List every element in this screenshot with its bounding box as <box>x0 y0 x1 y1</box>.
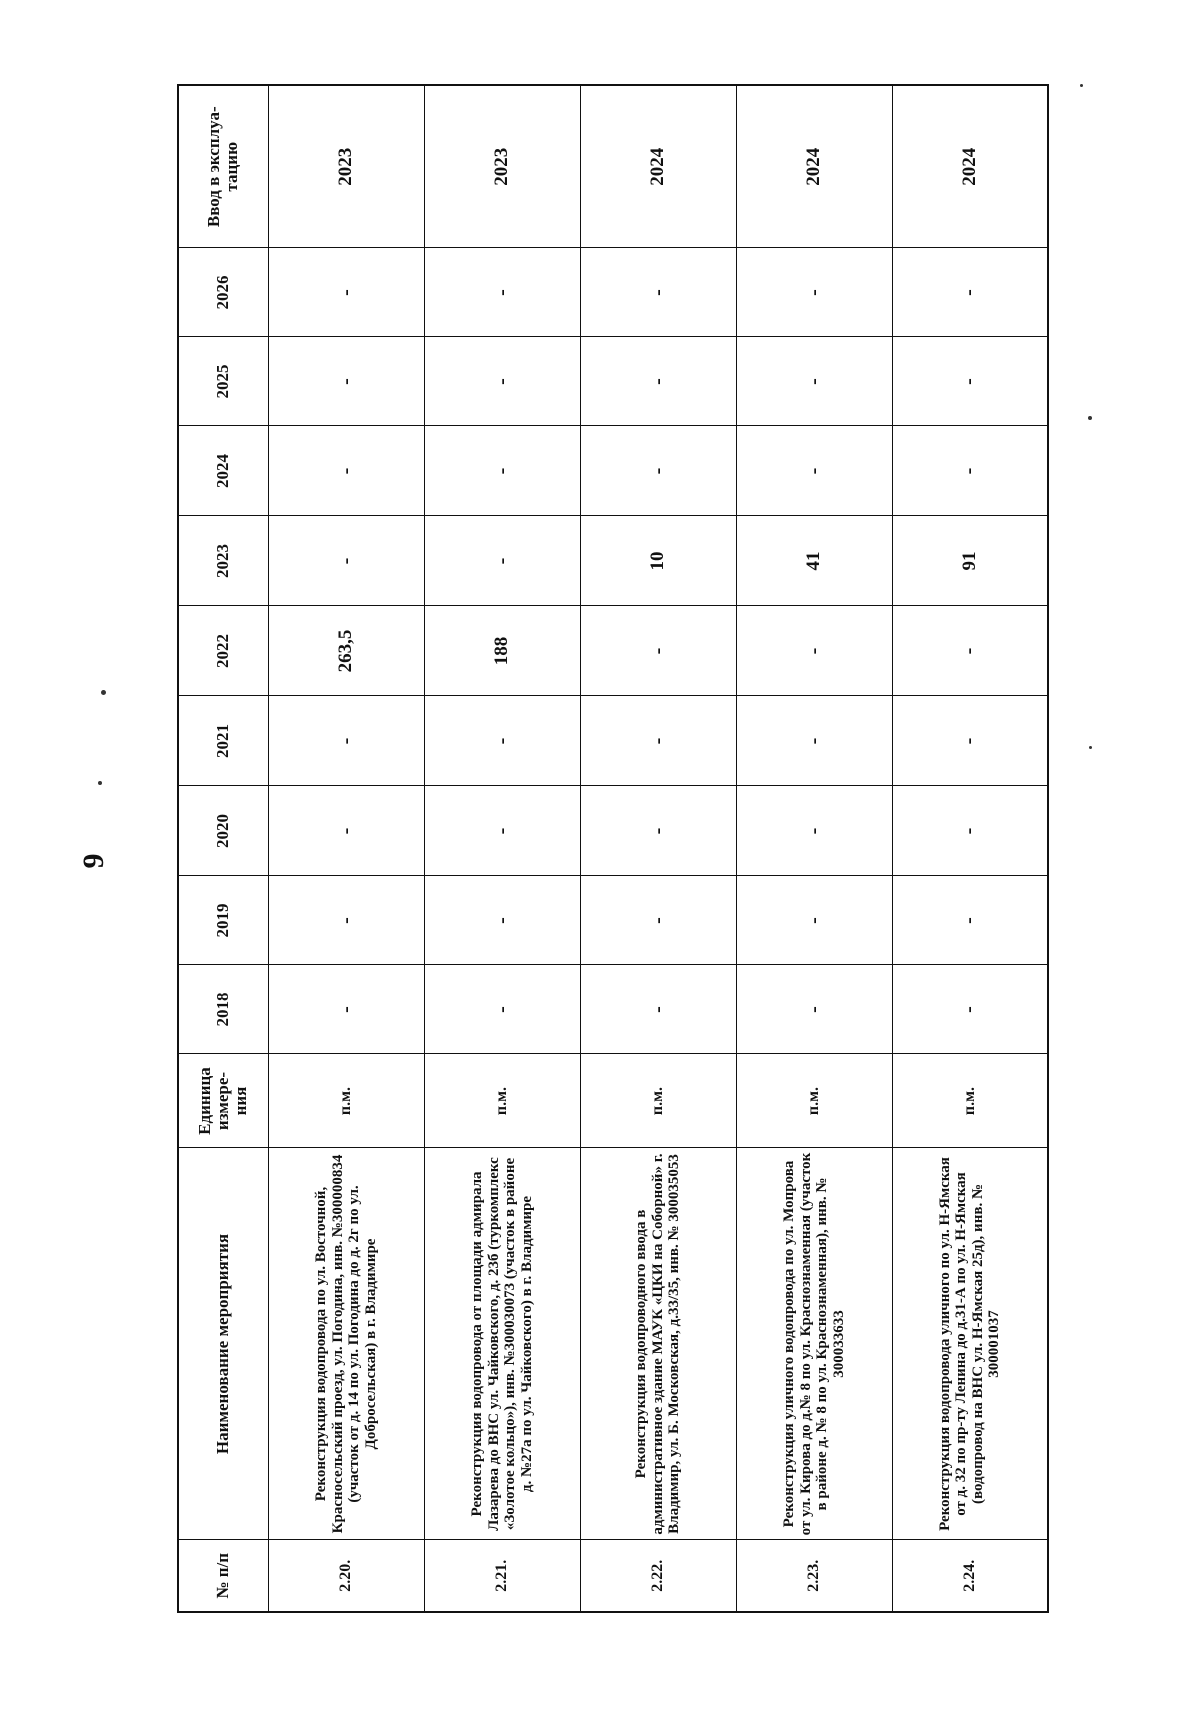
commissioning-year: 2024 <box>580 85 736 248</box>
commissioning-year: 2024 <box>892 85 1048 248</box>
header-year-2026: 2026 <box>178 248 268 337</box>
row-number: 2.24. <box>892 1540 1048 1612</box>
scan-speck <box>1088 416 1092 420</box>
page-number: 9 <box>77 853 110 869</box>
unit-cell: п.м. <box>580 1054 736 1148</box>
value-2019: - <box>580 876 736 965</box>
value-2022: 188 <box>424 606 580 696</box>
value-2021: - <box>736 696 892 786</box>
value-2024: - <box>580 426 736 516</box>
value-2018: - <box>424 965 580 1054</box>
value-2026: - <box>736 248 892 337</box>
value-2025: - <box>892 337 1048 426</box>
commissioning-year: 2023 <box>424 85 580 248</box>
value-2021: - <box>580 696 736 786</box>
value-2026: - <box>892 248 1048 337</box>
header-year-2020: 2020 <box>178 786 268 876</box>
header-row <box>178 85 268 1612</box>
value-2026: - <box>268 248 424 337</box>
value-2020: - <box>580 786 736 876</box>
value-2024: - <box>424 426 580 516</box>
value-2023: 91 <box>892 516 1048 606</box>
scan-speck <box>1089 746 1092 749</box>
rotated-table-wrapper <box>177 86 1047 1613</box>
header-num: № п/п <box>178 1540 268 1612</box>
row-number: 2.23. <box>736 1540 892 1612</box>
value-2022: - <box>580 606 736 696</box>
unit-cell: п.м. <box>268 1054 424 1148</box>
value-2021: - <box>892 696 1048 786</box>
header-unit: Единица измере-ния <box>178 1054 268 1148</box>
table-row <box>424 85 580 1612</box>
value-2021: - <box>424 696 580 786</box>
table-row <box>892 85 1048 1612</box>
value-2024: - <box>892 426 1048 516</box>
measure-name: Реконструкция водопровода уличного по ул. Н-Ямская от д. 32 по пр-ту Ленина до д.31-А по ул. Н-Ямская (водопровод на ВНС ул. Н-Ямская 25д), инв. № 300001037 <box>892 1148 1048 1540</box>
scan-speck <box>101 690 106 695</box>
header-year-2021: 2021 <box>178 696 268 786</box>
value-2020: - <box>424 786 580 876</box>
header-name: Наименование мероприятия <box>178 1148 268 1540</box>
value-2022: - <box>736 606 892 696</box>
unit-cell: п.м. <box>424 1054 580 1148</box>
value-2019: - <box>736 876 892 965</box>
value-2023: - <box>424 516 580 606</box>
value-2020: - <box>268 786 424 876</box>
scan-speck <box>98 781 102 785</box>
value-2026: - <box>424 248 580 337</box>
row-number: 2.20. <box>268 1540 424 1612</box>
value-2018: - <box>736 965 892 1054</box>
measure-name: Реконструкция водопровода по ул. Восточной, Красносельский проезд, ул. Погодина, инв. №300000834 (участок от д. 14 по ул. Погодина до д. 2г по ул. Добросельская) в г. Владимире <box>268 1148 424 1540</box>
header-year-2019: 2019 <box>178 876 268 965</box>
value-2020: - <box>892 786 1048 876</box>
header-year-2023: 2023 <box>178 516 268 606</box>
measure-name: Реконструкция водопроводного ввода в административное здание МАУК «ЦКИ на Соборной» г. Владимир, ул. Б. Московская, д.33/35, инв. № 300035053 <box>580 1148 736 1540</box>
value-2022: - <box>892 606 1048 696</box>
header-commissioning: Ввод в эксплуа-тацию <box>178 85 268 248</box>
header-year-2025: 2025 <box>178 337 268 426</box>
value-2025: - <box>580 337 736 426</box>
row-number: 2.21. <box>424 1540 580 1612</box>
measure-name: Реконструкция водопровода от площади адмирала Лазарева до ВНС ул. Чайковского, д. 23б (туркомплекс «Золотое кольцо»), инв. №300030073 (участок в районе д. №27а по ул. Чайковского) в г. Владимире <box>424 1148 580 1540</box>
value-2024: - <box>268 426 424 516</box>
value-2021: - <box>268 696 424 786</box>
unit-cell: п.м. <box>736 1054 892 1148</box>
commissioning-year: 2024 <box>736 85 892 248</box>
table-row <box>736 85 892 1612</box>
table-row <box>580 85 736 1612</box>
value-2020: - <box>736 786 892 876</box>
value-2025: - <box>268 337 424 426</box>
commissioning-year: 2023 <box>268 85 424 248</box>
value-2023: 10 <box>580 516 736 606</box>
measures-table <box>177 84 1049 1613</box>
value-2023: 41 <box>736 516 892 606</box>
value-2019: - <box>268 876 424 965</box>
header-year-2022: 2022 <box>178 606 268 696</box>
value-2019: - <box>892 876 1048 965</box>
value-2018: - <box>892 965 1048 1054</box>
value-2026: - <box>580 248 736 337</box>
value-2019: - <box>424 876 580 965</box>
value-2024: - <box>736 426 892 516</box>
value-2022: 263,5 <box>268 606 424 696</box>
value-2018: - <box>268 965 424 1054</box>
scan-speck <box>1080 84 1083 87</box>
header-year-2024: 2024 <box>178 426 268 516</box>
value-2025: - <box>424 337 580 426</box>
table-row <box>268 85 424 1612</box>
header-year-2018: 2018 <box>178 965 268 1054</box>
measure-name: Реконструкция уличного водопровода по ул. Мопрова от ул. Кирова до д.№ 8 по ул. Краснознаменная (участок в районе д. № 8 по ул. Краснознаменная), инв. № 300033633 <box>736 1148 892 1540</box>
value-2018: - <box>580 965 736 1054</box>
unit-cell: п.м. <box>892 1054 1048 1148</box>
value-2025: - <box>736 337 892 426</box>
row-number: 2.22. <box>580 1540 736 1612</box>
value-2023: - <box>268 516 424 606</box>
